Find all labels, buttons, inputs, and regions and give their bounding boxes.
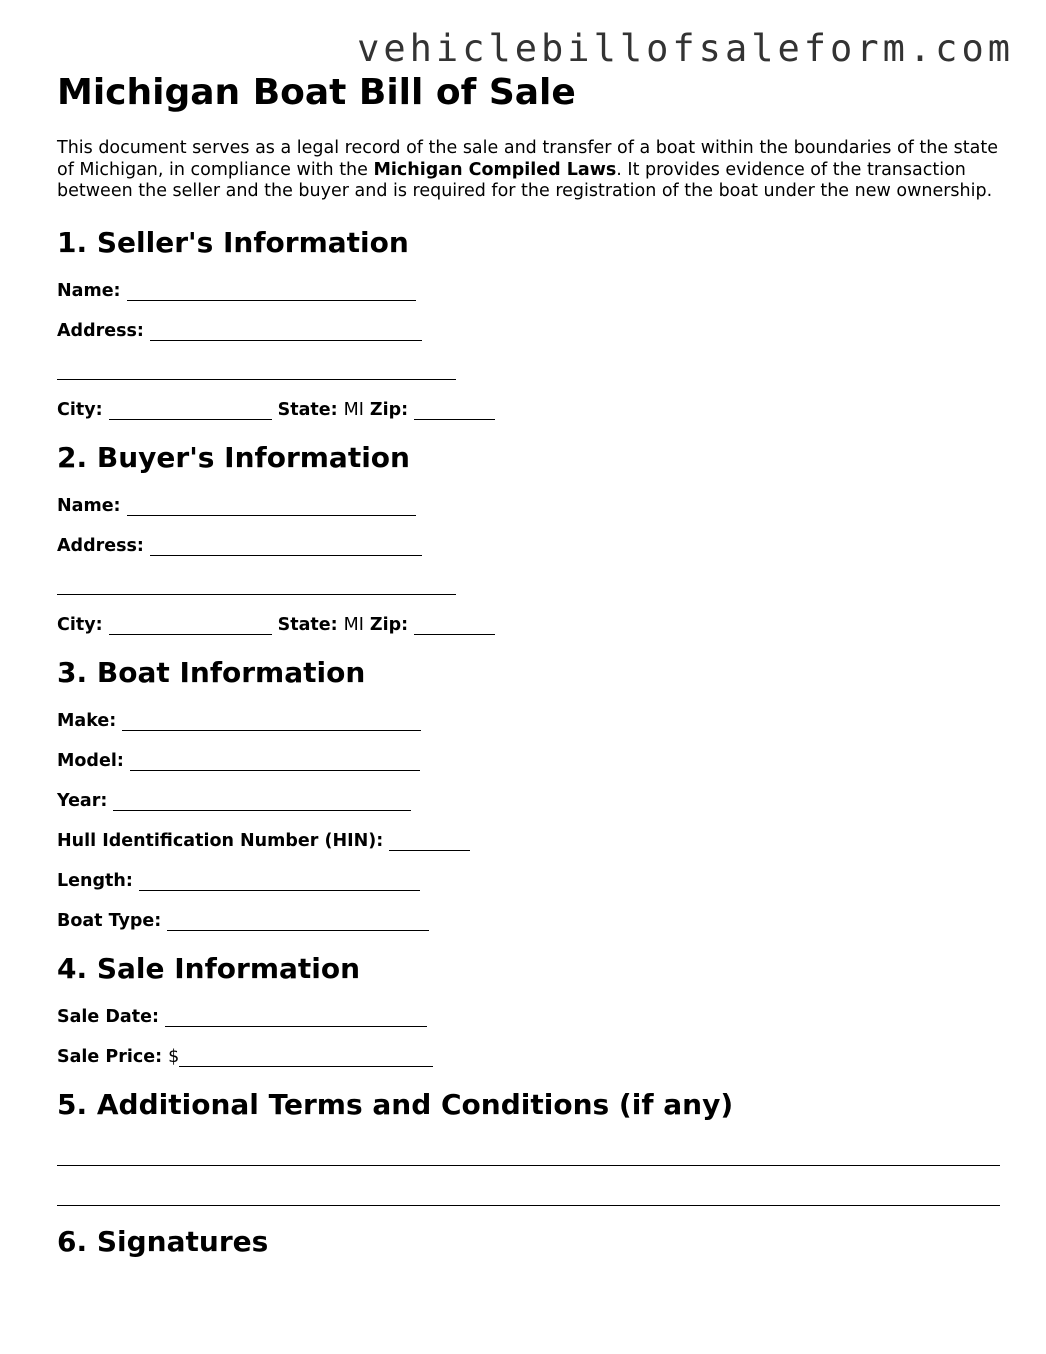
sale-price-row (57, 1047, 1002, 1067)
document (57, 72, 1002, 1258)
sale-date-field[interactable] (165, 1008, 427, 1027)
seller-heading: 1. Seller's Information (57, 225, 409, 259)
boat-model-label: Model: (57, 750, 124, 771)
boat-year-field[interactable] (113, 792, 411, 811)
boat-hin-row (57, 831, 1002, 851)
buyer-state-value: MI (343, 614, 364, 635)
terms-line-1[interactable] (57, 1165, 1000, 1166)
buyer-zip-field[interactable] (414, 616, 495, 635)
boat-year-row (57, 791, 1002, 811)
boat-length-field[interactable] (139, 872, 420, 891)
sale-price-field[interactable] (179, 1048, 433, 1067)
intro-bold-law: Michigan Compiled Laws (373, 159, 617, 180)
boat-length-row (57, 871, 1002, 891)
seller-address-row (57, 321, 1002, 341)
seller-address-line2-row (57, 361, 1002, 380)
buyer-name-field[interactable] (127, 497, 416, 516)
buyer-state-label: State: (277, 614, 338, 635)
boat-heading: 3. Boat Information (57, 655, 366, 689)
boat-hin-field[interactable] (389, 832, 470, 851)
intro-text-2: . It provides evidence of the transaction between the seller and the buyer and is required for the registration of the boat under the new ownership. (57, 159, 993, 201)
sale-date-row (57, 1007, 1002, 1027)
boat-model-row (57, 751, 1002, 771)
buyer-address-line2-field[interactable] (57, 576, 456, 595)
buyer-city-row (57, 615, 1002, 635)
sale-price-label: Sale Price: (57, 1046, 163, 1067)
buyer-heading: 2. Buyer's Information (57, 440, 410, 474)
buyer-city-field[interactable] (109, 616, 272, 635)
boat-type-row (57, 911, 1002, 931)
buyer-zip-label: Zip: (369, 614, 409, 635)
watermark: vehiclebillofsaleform.com (357, 27, 1014, 70)
seller-zip-field[interactable] (414, 401, 495, 420)
boat-hin-label: Hull Identification Number (HIN): (57, 830, 384, 851)
buyer-address-label: Address: (57, 535, 144, 556)
buyer-city-label: City: (57, 614, 103, 635)
signatures-heading: 6. Signatures (57, 1224, 269, 1258)
seller-city-field[interactable] (109, 401, 272, 420)
seller-address-line2-field[interactable] (57, 361, 456, 380)
seller-name-label: Name: (57, 280, 121, 301)
seller-zip-label: Zip: (369, 399, 409, 420)
sale-price-currency: $ (168, 1046, 180, 1067)
buyer-address-row (57, 536, 1002, 556)
boat-year-label: Year: (57, 790, 108, 811)
intro-paragraph (57, 138, 1002, 203)
intro-text-1: This document serves as a legal record of the sale and transfer of a boat within the boundaries of the state of Michigan, in compliance with the (57, 138, 998, 180)
boat-make-row (57, 711, 1002, 731)
sale-date-label: Sale Date: (57, 1006, 159, 1027)
boat-type-field[interactable] (167, 912, 429, 931)
boat-length-label: Length: (57, 870, 133, 891)
terms-heading: 5. Additional Terms and Conditions (if any) (57, 1087, 734, 1121)
buyer-address-line2-row (57, 576, 1002, 595)
sale-heading: 4. Sale Information (57, 951, 361, 985)
boat-make-field[interactable] (122, 712, 421, 731)
seller-state-label: State: (277, 399, 338, 420)
buyer-name-row (57, 496, 1002, 516)
seller-city-label: City: (57, 399, 103, 420)
boat-make-label: Make: (57, 710, 117, 731)
seller-address-field[interactable] (150, 322, 422, 341)
buyer-name-label: Name: (57, 495, 121, 516)
page-title: Michigan Boat Bill of Sale (57, 72, 576, 113)
seller-name-row (57, 281, 1002, 301)
boat-model-field[interactable] (130, 752, 420, 771)
seller-state-value: MI (343, 399, 364, 420)
seller-name-field[interactable] (127, 282, 416, 301)
terms-line-2[interactable] (57, 1205, 1000, 1206)
buyer-address-field[interactable] (150, 537, 422, 556)
seller-city-row (57, 400, 1002, 420)
seller-address-label: Address: (57, 320, 144, 341)
boat-type-label: Boat Type: (57, 910, 162, 931)
